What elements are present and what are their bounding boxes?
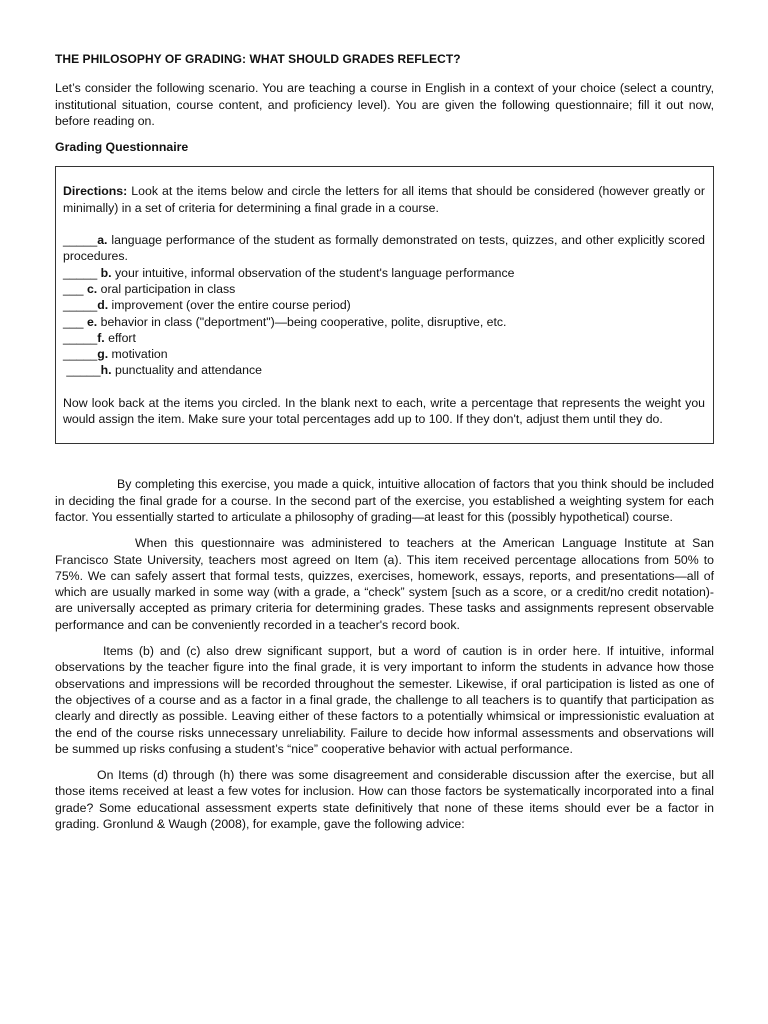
item-text: motivation (108, 347, 168, 362)
item-blank: ___ (63, 281, 87, 296)
questionnaire-item-h (63, 362, 705, 378)
questionnaire-items (63, 232, 705, 379)
directions-text (63, 183, 705, 216)
body-paragraph-2: When this questionnaire was administered to teachers at the American Language Institute at San Francisco State University, teachers most agreed on Item (a). This item received percentage allocations from 50% to 75%. We can safely assert that formal tests, quizzes, exercises, homework, essays, reports, and presentations—all of which are usually marked in some way (with a grade, a “check” system [such as a score, or a credit/no credit notation)- are universally accepted as primary criteria for determining grades. These tasks and assignments represent observable performance and can be conveniently recorded in a teacher's record book. (55, 536, 714, 632)
body-paragraph-4: On Items (d) through (h) there was some disagreement and considerable discussion after the exercise, but all those items received at least a few votes for inclusion. How can those factors be systematically incorporated into a final grade? Some educational assessment experts state definitively that none of these items should ever be a factor in grading. Gronlund & Waugh (2008), for example, gave the following advice: (55, 768, 714, 831)
item-letter: h. (100, 363, 112, 378)
item-blank: _____ (63, 298, 98, 313)
body-paragraph-1: By completing this exercise, you made a quick, intuitive allocation of factors that you think should be included in deciding the final grade for a course. In the second part of the exercise, you established a weighting system for each factor. You essentially started to articulate a philosophy of grading—at least for this (possibly hypothetical) course. (55, 477, 714, 524)
questionnaire-item-b (63, 265, 705, 281)
document-page (55, 51, 714, 842)
questionnaire-item-c (63, 281, 705, 297)
item-blank: _____ (63, 347, 98, 362)
questionnaire-item-d (63, 297, 705, 313)
item-letter: g. (97, 347, 109, 362)
directions-body: Look at the items below and circle the letters for all items that should be considered (however greatly or minimally) in a set of criteria for determining a final grade in a course. (63, 184, 705, 215)
item-letter: d. (97, 298, 109, 313)
item-letter: e. (86, 314, 98, 329)
intro-paragraph: Let’s consider the following scenario. You are teaching a course in English in a context of your choice (select a country, institutional situation, course content, and proficiency level). You are given the following questionnaire; fill it out now, before reading on. (55, 81, 714, 128)
item-text: effort (104, 330, 136, 345)
item-text: your intuitive, informal observation of the student's language performance (111, 265, 515, 280)
item-letter: a. (97, 233, 108, 248)
item-letter: c. (86, 281, 98, 296)
item-text: punctuality and attendance (111, 363, 262, 378)
item-letter: f. (97, 330, 105, 345)
questionnaire-heading: Grading Questionnaire (55, 140, 189, 155)
questionnaire-box (55, 166, 714, 444)
page-title: THE PHILOSOPHY OF GRADING: WHAT SHOULD GRADES REFLECT? (55, 52, 461, 66)
item-text: improvement (over the entire course period) (108, 298, 351, 313)
item-letter: b. (100, 265, 112, 280)
item-text: behavior in class ("deportment")—being cooperative, polite, disruptive, etc. (97, 314, 507, 329)
item-blank: _____ (63, 330, 98, 345)
item-blank: _____ (63, 233, 98, 248)
item-blank: _____ (63, 363, 101, 378)
item-text: oral participation in class (97, 281, 236, 296)
questionnaire-item-g (63, 346, 705, 362)
questionnaire-item-f (63, 330, 705, 346)
item-blank: _____ (63, 265, 101, 280)
questionnaire-item-a (63, 232, 705, 265)
questionnaire-closing: Now look back at the items you circled. In the blank next to each, write a percentage that represents the weight you would assign the item. Make sure your total percentages add up to 100. If they don't, adjust them until they do. (63, 395, 705, 427)
body-paragraph-3: Items (b) and (c) also drew significant support, but a word of caution is in order here. If intuitive, informal observations by the teacher figure into the final grade, it is very important to inform the students in advance how those observations and impressions will be recorded throughout the semester. Likewise, if oral participation is listed as one of the objectives of a course and as a factor in a final grade, the challenge to all teachers is to quantify that participation as clearly and directly as possible. Leaving either of these factors to a potentially whimsical or impressionistic evaluation at the end of the course risks unnecessary unreliability. Failure to decide how informal assessments and observations will be summed up risks confusing a student’s “nice” cooperative behavior with actual performance. (55, 644, 714, 756)
directions-label: Directions: (63, 184, 128, 199)
questionnaire-item-e (63, 314, 705, 330)
item-blank: ___ (63, 314, 87, 329)
item-text: language performance of the student as formally demonstrated on tests, quizzes, and other explicitly scored procedures. (63, 233, 705, 264)
